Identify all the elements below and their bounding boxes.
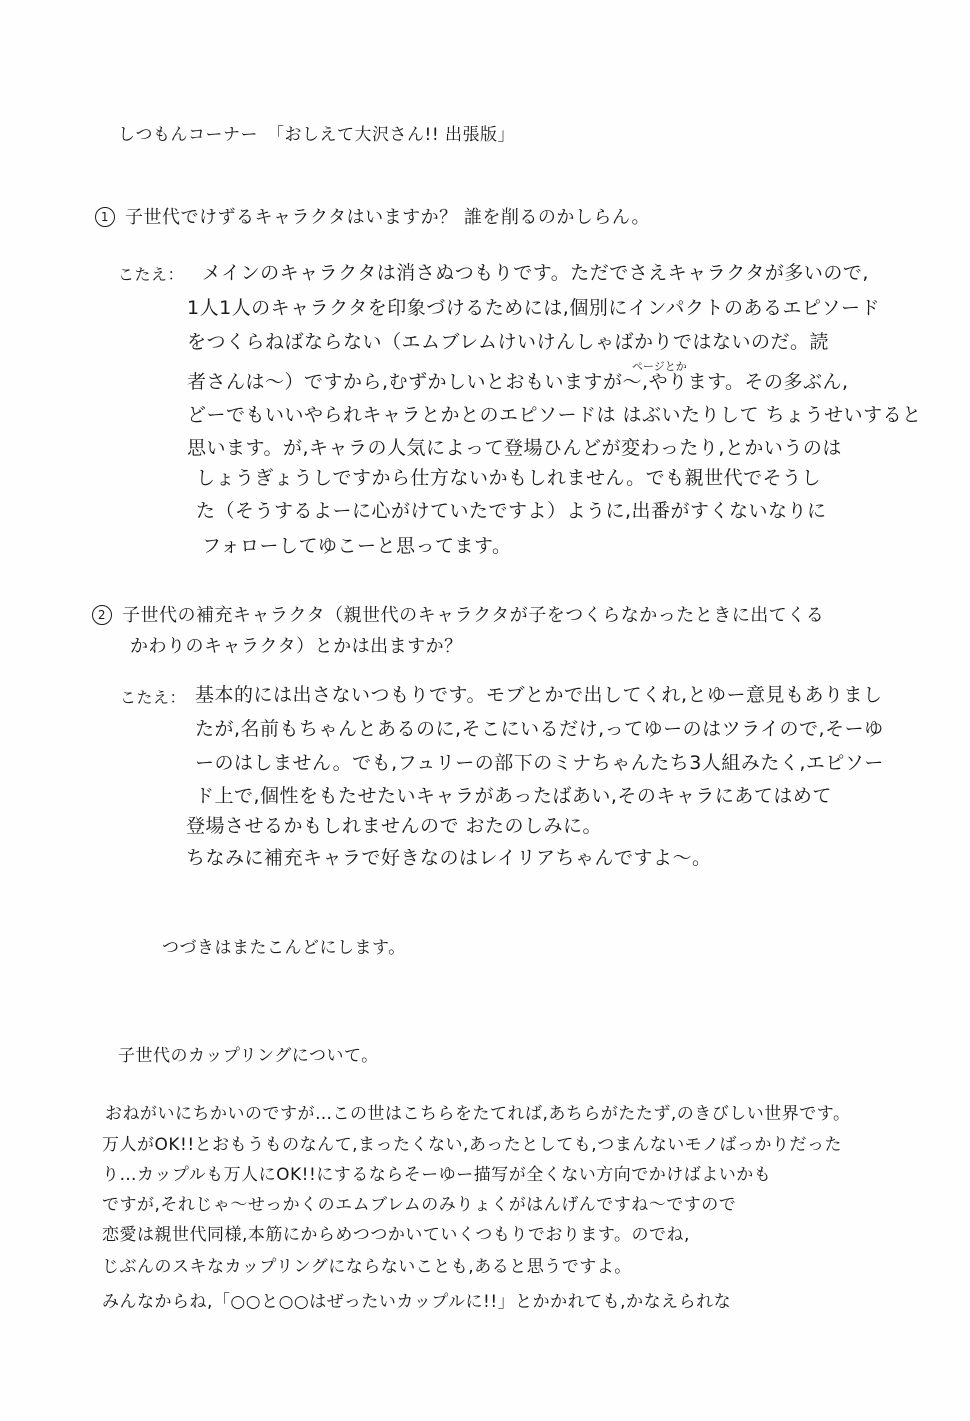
answer-1-line-4: 者さんは〜）ですから,むずかしいとおもいますが〜,やります。その多ぶん, bbox=[187, 371, 849, 393]
answer-1-ruby: ページとか bbox=[632, 360, 687, 373]
answer-1-line-8: た（そうするよーに心がけていたですよ）ように,出番がすくないなりに bbox=[196, 500, 827, 522]
coupling-line-6: じぶんのスキなカップリングにならないことも,あると思うですよ。 bbox=[102, 1257, 632, 1277]
coupling-heading: 子世代のカップリングについて。 bbox=[118, 1046, 379, 1066]
coupling-line-1: おねがいにちかいのですが…この世はこちらをたてれば,あちらがたたず,のきびしい世界です。 bbox=[105, 1104, 851, 1124]
answer-2-line-1: 基本的には出さないつもりです。モブとかで出してくれ,とゆー意見もありまし bbox=[195, 684, 883, 706]
coupling-line-3: り…カップルも万人にOK!!にするならそーゆー描写が全くない方向でかけばよいかも bbox=[102, 1165, 772, 1185]
answer-2-line-5: 登場させるかもしれませんので おたのしみに。 bbox=[186, 815, 603, 837]
answer-1-line-5: どーでもいいやられキャラとかとのエピソードは はぶいたりして ちょうせいすると bbox=[187, 404, 922, 426]
coupling-line-5: 恋愛は親世代同様,本筋にからめつつかいていくつもりでおります。のでね, bbox=[102, 1225, 690, 1245]
coupling-line-2: 万人がOK!!とおもうものなんて,まったくない,あったとしても,つまんないモノばっかりだった bbox=[102, 1135, 843, 1155]
answer-2-line-2: たが,名前もちゃんとあるのに,そこにいるだけ,ってゆーのはツライので,そーゆ bbox=[195, 718, 884, 740]
answer-2-line-3: ーのはしません。でも,フュリーの部下のミナちゃんたち3人組みたく,エピソー bbox=[195, 752, 884, 774]
question-number-1: 1 bbox=[95, 207, 115, 227]
question-1 bbox=[95, 205, 650, 231]
answer-1-line-2: 1人1人のキャラクタを印象づけるためには,個別にインパクトのあるエピソード bbox=[187, 297, 881, 319]
answer-2-line-6: ちなみに補充キャラで好きなのはレイリアちゃんですよ〜。 bbox=[186, 847, 712, 869]
answer-1-line-6: 思います。が,キャラの人気によって登場ひんどが変わったり,とかいうのは bbox=[187, 437, 842, 459]
coupling-line-4: ですが,それじゃ〜せっかくのエムブレムのみりょくがはんげんですね〜ですので bbox=[102, 1195, 737, 1215]
question-2-text-line-1: 子世代の補充キャラクタ（親世代のキャラクタが子をつくらなかったときに出てくる bbox=[122, 605, 825, 626]
answer-2-label: こたえ： bbox=[120, 688, 187, 707]
page-title: しつもんコーナー 「おしえて大沢さん!! 出張版」 bbox=[118, 125, 516, 145]
coupling-line-7: みんなからね,「○○と○○はぜったいカップルに!!」とかかれても,かなえられな bbox=[102, 1292, 732, 1312]
continued-note: つづきはまたこんどにします。 bbox=[162, 938, 406, 958]
answer-1-label: こたえ： bbox=[118, 265, 185, 284]
question-1-text: 子世代でけずるキャラクタはいますか？ 誰を削るのかしらん。 bbox=[125, 207, 650, 228]
answer-1-line-3: をつくらねばならない（エムブレムけいけんしゃばかりではないのだ。読 bbox=[187, 331, 829, 353]
question-2 bbox=[92, 603, 824, 629]
question-number-2: 2 bbox=[92, 605, 112, 625]
answer-1-line-7: しょうぎょうしですから仕方ないかもしれません。でも親世代でそうし bbox=[196, 467, 822, 489]
answer-2-line-4: ド上で,個性をもたせたいキャラがあったばあい,そのキャラにあてはめて bbox=[195, 785, 832, 807]
answer-1-line-9: フォローしてゆこーと思ってます。 bbox=[202, 535, 512, 557]
answer-1-line-1: メインのキャラクタは消さぬつもりです。ただでさえキャラクタが多いので, bbox=[202, 262, 869, 284]
question-2-text-line-2: かわりのキャラクタ）とかは出ますか？ bbox=[130, 636, 463, 657]
